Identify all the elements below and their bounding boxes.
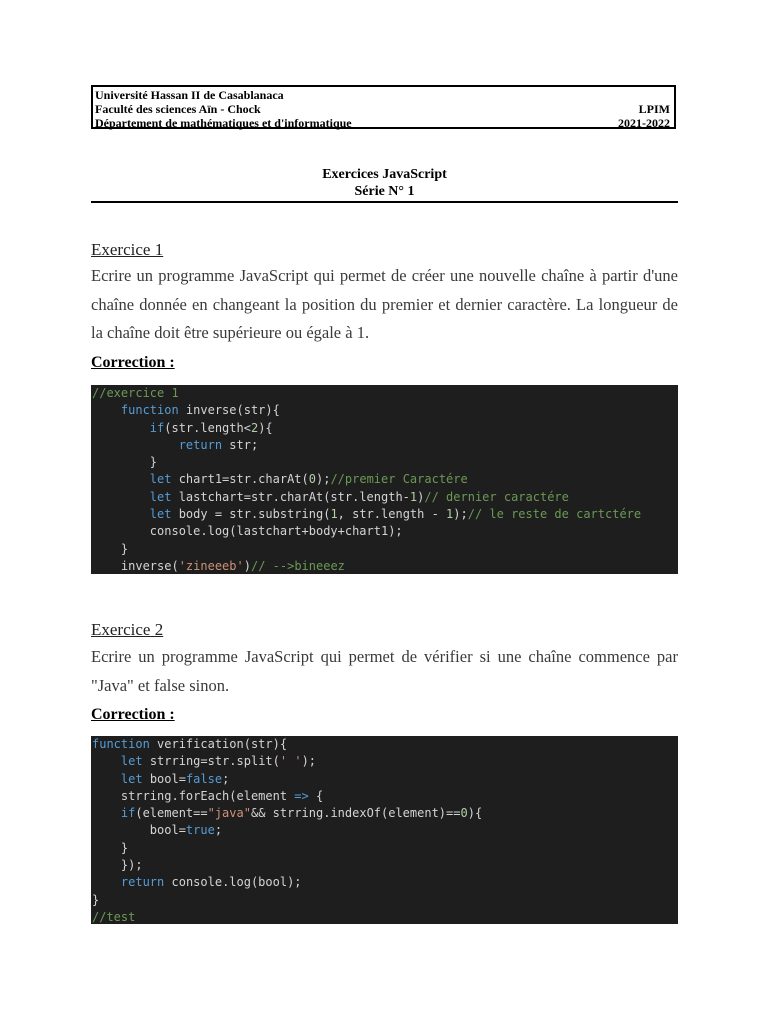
code-token xyxy=(92,438,179,452)
code-token: 2 xyxy=(250,420,259,435)
code-token: 1 xyxy=(409,489,418,504)
code-token: { xyxy=(308,788,324,803)
code-token: console.log(bool); xyxy=(164,875,302,890)
code-token: body = str.substring( xyxy=(171,507,331,522)
code-token: let xyxy=(120,771,143,786)
code-token: bool= xyxy=(92,823,186,838)
exercise-1-statement: Ecrire un programme JavaScript qui permet de créer une nouvelle chaîne à partir d'une chaîne donnée en changeant la position du premier et dernier caractère. La longueur de la chaîne doit être supérieure ou égale à 1. xyxy=(91,266,678,342)
code-token: if xyxy=(149,420,165,435)
code-line xyxy=(92,541,678,558)
code-token: }); xyxy=(92,858,143,873)
code-token xyxy=(92,421,150,435)
code-token: } xyxy=(92,455,158,470)
program-block xyxy=(618,102,670,130)
institution-block xyxy=(95,88,352,130)
code-token: (str.length< xyxy=(164,420,251,435)
academic-year: 2021-2022 xyxy=(618,116,670,130)
code-token: (element== xyxy=(135,806,208,821)
code-token: ) xyxy=(243,558,251,573)
code-line xyxy=(92,771,678,788)
title-line-1: Exercices JavaScript xyxy=(322,167,447,182)
code-token xyxy=(92,490,150,504)
code-token: str; xyxy=(222,437,259,452)
code-token: } xyxy=(92,541,129,556)
code-line xyxy=(92,788,678,805)
department-name: Département de mathématiques et d'informatique xyxy=(95,116,352,130)
code-line xyxy=(92,523,678,540)
code-token: strring=str.split( xyxy=(142,754,280,769)
code-token: ); xyxy=(301,754,317,769)
code-token: , str.length - xyxy=(337,507,447,522)
code-line xyxy=(92,471,678,488)
code-line xyxy=(92,385,678,402)
code-token: //exercice 1 xyxy=(92,386,179,400)
code-token: 'zineeeb' xyxy=(178,558,244,573)
code-token xyxy=(92,754,121,768)
code-token: // le reste de cartctére xyxy=(467,507,642,522)
code-token xyxy=(92,472,150,486)
faculty-name: Faculté des sciences Aïn - Chock xyxy=(95,102,261,116)
code-token: ; xyxy=(214,823,223,838)
code-token: inverse(str){ xyxy=(178,403,280,418)
code-token: "java" xyxy=(207,806,251,821)
code-line xyxy=(92,420,678,437)
code-line xyxy=(92,506,678,523)
code-token: let xyxy=(149,489,172,504)
code-line xyxy=(92,857,678,874)
code-token: ) xyxy=(417,489,425,504)
code-line xyxy=(92,892,678,909)
code-line xyxy=(92,874,678,891)
code-token: //premier Caractére xyxy=(330,472,468,487)
code-token: return xyxy=(120,875,165,890)
code-token: ); xyxy=(316,472,331,487)
code-token: ; xyxy=(222,771,230,786)
code-token: } xyxy=(92,892,100,907)
code-token: console.log(lastchart+body+chart1); xyxy=(92,524,403,539)
code-token: let xyxy=(149,472,172,487)
code-line xyxy=(92,753,678,770)
code-token xyxy=(92,875,121,889)
exercise-2-statement: Ecrire un programme JavaScript qui permet de vérifier si une chaîne commence par "Java" et false sinon. xyxy=(91,647,678,695)
code-token: function xyxy=(92,737,150,751)
code-token: //test xyxy=(92,909,136,924)
code-token: inverse( xyxy=(92,558,179,573)
code-token: 1 xyxy=(330,507,338,522)
exercise-2-heading: Exercice 2 xyxy=(91,620,164,639)
exercise-2-correction-label: Correction : xyxy=(91,706,175,723)
code-token: function xyxy=(120,403,179,418)
code-token: ){ xyxy=(258,420,273,435)
title-divider xyxy=(91,201,678,203)
code-token: ); xyxy=(453,507,468,522)
code-token: && strring.indexOf(element)== xyxy=(250,806,461,821)
code-token xyxy=(92,806,121,820)
code-token xyxy=(92,403,121,417)
exercise-1-correction-label: Correction : xyxy=(91,354,175,371)
code-line xyxy=(92,805,678,822)
code-token: 0 xyxy=(460,806,468,821)
code-line xyxy=(92,437,678,454)
document-title xyxy=(91,166,678,200)
code-token: } xyxy=(92,840,129,855)
exercise-2-code-block xyxy=(91,736,678,924)
code-token: let xyxy=(149,507,172,522)
code-line xyxy=(92,736,678,753)
code-token: // -->bineeez xyxy=(250,558,345,573)
exercise-1-heading: Exercice 1 xyxy=(91,240,164,259)
university-name: Université Hassan II de Casablanaca xyxy=(95,88,284,102)
code-token: 1 xyxy=(446,507,454,522)
code-token: if xyxy=(120,806,136,821)
code-token: verification(str){ xyxy=(149,737,288,751)
code-token: ' ' xyxy=(279,754,302,769)
code-token: return xyxy=(178,437,223,452)
code-line xyxy=(92,489,678,506)
code-token xyxy=(92,772,121,786)
title-line-2: Série N° 1 xyxy=(354,184,415,199)
code-line xyxy=(92,558,678,574)
code-token: let xyxy=(120,754,143,769)
code-token: bool= xyxy=(142,771,186,786)
exercise-1-code-block xyxy=(91,385,678,574)
code-token: chart1=str.charAt( xyxy=(171,472,309,487)
program-name: LPIM xyxy=(638,102,670,116)
code-token: => xyxy=(294,788,309,803)
code-line xyxy=(92,454,678,471)
code-token: lastchart=str.charAt(str.length- xyxy=(171,489,410,504)
code-line xyxy=(92,909,678,924)
code-token: // dernier caractére xyxy=(424,489,569,504)
code-line xyxy=(92,402,678,419)
code-token: strring.forEach(element xyxy=(92,788,295,803)
code-token: 0 xyxy=(308,472,316,487)
code-token: false xyxy=(185,771,223,786)
code-token xyxy=(92,507,150,521)
code-token: ){ xyxy=(467,806,483,821)
code-token: true xyxy=(185,823,215,838)
code-line xyxy=(92,840,678,857)
code-line xyxy=(92,822,678,839)
document-header xyxy=(91,85,676,129)
